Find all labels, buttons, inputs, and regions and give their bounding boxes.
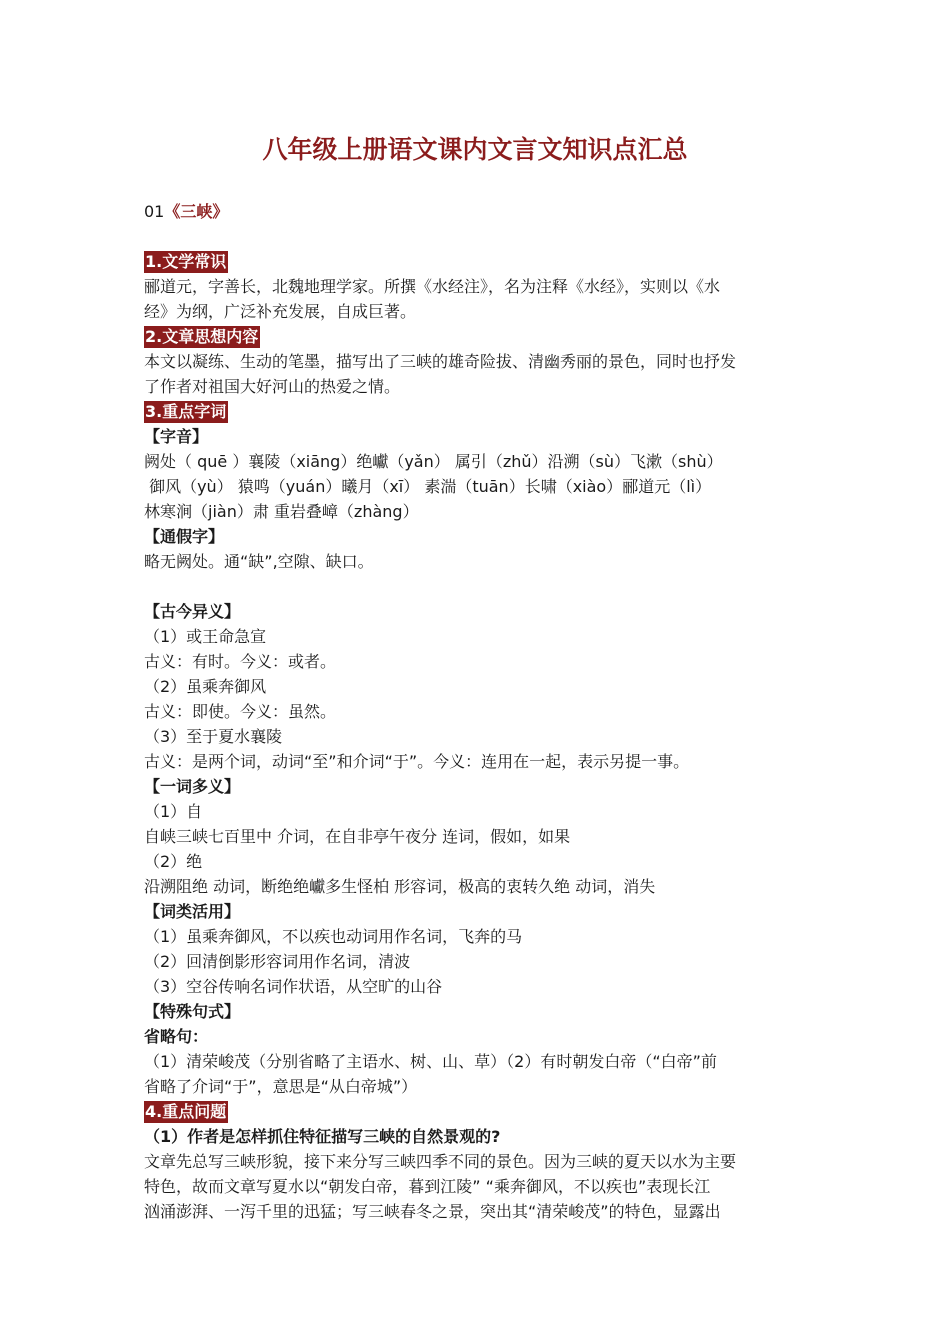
paragraph-line: 古义：有时。今义：或者。 <box>144 652 337 671</box>
paragraph-line: 本文以凝练、生动的笔墨，描写出了三峡的雄奇险拔、清幽秀丽的景色，同时也抒发 <box>144 352 737 371</box>
section-idea <box>144 324 804 349</box>
lesson-number: 01 <box>144 202 165 221</box>
paragraph-line: 阙处（ quē ）襄陵（xiāng）绝巘（yǎn） 属引（zhǔ）沿溯（sù）飞漱（shù） <box>144 452 723 471</box>
subheading-omission: 省略句： <box>144 1027 209 1046</box>
document-body <box>144 199 804 1224</box>
subheading-yici: 【一词多义】 <box>144 777 241 796</box>
paragraph-line: （2）回清倒影形容词用作名词，清波 <box>144 952 411 971</box>
paragraph-line: 特色，故而文章写夏水以“朝发白帝，暮到江陵” “乘奔御风，不以疾也”表现长江 <box>144 1177 711 1196</box>
subheading-teshu: 【特殊句式】 <box>144 1002 241 1021</box>
paragraph-line: 省略了介词“于”，意思是“从白帝城”） <box>144 1077 418 1096</box>
paragraph-line: 郦道元，字善长，北魏地理学家。所撰《水经注》，名为注释《水经》，实则以《水 <box>144 277 721 296</box>
blank-line <box>144 574 804 599</box>
section-label: 4.重点问题 <box>145 1102 227 1121</box>
paragraph-line: （1）清荣峻茂（分别省略了主语水、树、山、草）（2）有时朝发白帝（“白帝”前 <box>144 1052 717 1071</box>
paragraph-line: 了作者对祖国大好河山的热爱之情。 <box>144 377 401 396</box>
paragraph-line: 沿溯阻绝 动词，断绝绝巘多生怪柏 形容词，极高的衷转久绝 动词，消失 <box>144 877 656 896</box>
paragraph-line: 略无阙处。通“缺”,空隙、缺口。 <box>144 552 374 571</box>
paragraph-line: 自峡三峡七百里中 介词，在自非亭午夜分 连词，假如，如果 <box>144 827 571 846</box>
paragraph-line: 古义：即使。今义：虽然。 <box>144 702 337 721</box>
lesson-heading <box>144 199 804 224</box>
paragraph-line: 林寒涧（jiàn）肃 重岩叠嶂（zhàng） <box>144 502 419 521</box>
section-literature <box>144 249 804 274</box>
section-keywords <box>144 399 804 424</box>
paragraph-line: 文章先总写三峡形貌，接下来分写三峡四季不同的景色。因为三峡的夏天以水为主要 <box>144 1152 737 1171</box>
paragraph-line: 御风（yù） 猿鸣（yuán）曦月（xī） 素湍（tuān）长啸（xiào）郦道元（lì） <box>144 477 712 496</box>
paragraph-line: （1）或王命急宣 <box>144 627 267 646</box>
paragraph-line: 经》为纲，广泛补充发展，自成巨著。 <box>144 302 417 321</box>
paragraph-line: （1）自 <box>144 802 203 821</box>
subheading-pronunciation: 【字音】 <box>144 427 209 446</box>
paragraph-line: 汹涌澎湃、一泻千里的迅猛；写三峡春冬之景，突出其“清荣峻茂”的特色，显露出 <box>144 1202 721 1221</box>
subheading-gujin: 【古今异义】 <box>144 602 241 621</box>
paragraph-line: （3）至于夏水襄陵 <box>144 727 283 746</box>
paragraph-line: （3）空谷传响名词作状语，从空旷的山谷 <box>144 977 443 996</box>
lesson-name: 《三峡》 <box>164 202 229 221</box>
section-label: 1.文学常识 <box>145 252 227 271</box>
paragraph-line: （2）虽乘奔御风 <box>144 677 267 696</box>
question-heading: （1）作者是怎样抓住特征描写三峡的自然景观的? <box>144 1127 501 1146</box>
paragraph-line: （1）虽乘奔御风，不以疾也动词用作名词，飞奔的马 <box>144 927 523 946</box>
paragraph-line: 古义：是两个词，动词“至”和介词“于”。今义：连用在一起，表示另提一事。 <box>144 752 690 771</box>
section-questions <box>144 1099 804 1124</box>
section-label: 3.重点字词 <box>145 402 227 421</box>
subheading-cilei: 【词类活用】 <box>144 902 241 921</box>
paragraph-line: （2）绝 <box>144 852 203 871</box>
subheading-tongjia: 【通假字】 <box>144 527 225 546</box>
section-label: 2.文章思想内容 <box>145 327 259 346</box>
document-title: 八年级上册语文课内文言文知识点汇总 <box>262 135 688 164</box>
